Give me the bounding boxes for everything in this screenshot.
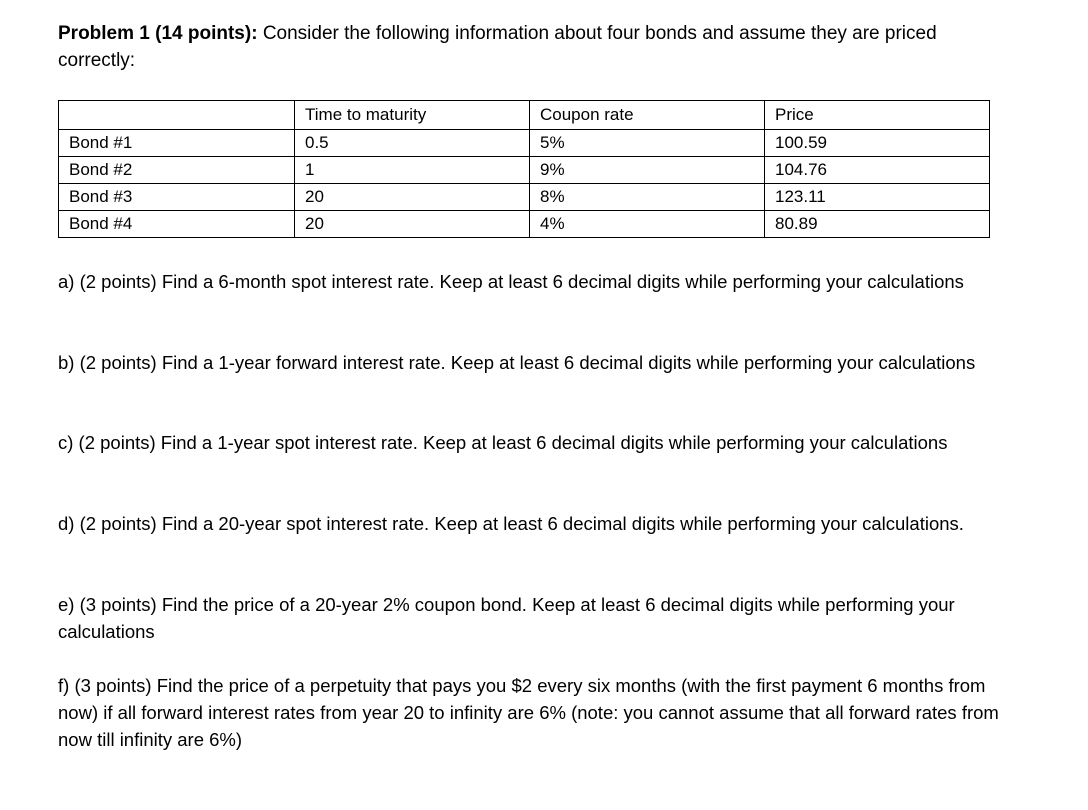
- bond-name-cell: Bond #1: [59, 130, 295, 157]
- maturity-cell: 20: [295, 184, 530, 211]
- problem-heading: Problem 1 (14 points):: [58, 23, 258, 44]
- table-row: [59, 211, 990, 238]
- question-a: a) (2 points) Find a 6-month spot interest rate. Keep at least 6 decimal digits while performing your calculations: [58, 271, 964, 292]
- table-header-row: [59, 101, 990, 130]
- problem-description: Consider the following information about four bonds and assume they are priced correctly:: [58, 23, 937, 71]
- header-cell-empty: [59, 101, 295, 130]
- header-cell-time-to-maturity: Time to maturity: [295, 101, 530, 130]
- bond-name-cell: Bond #4: [59, 211, 295, 238]
- price-cell: 100.59: [765, 130, 990, 157]
- price-cell: 104.76: [765, 157, 990, 184]
- bond-name-cell: Bond #2: [59, 157, 295, 184]
- table-row: [59, 130, 990, 157]
- coupon-cell: 9%: [530, 157, 765, 184]
- question-f: f) (3 points) Find the price of a perpetuity that pays you $2 every six months (with the first payment 6 months from now) if all forward interest rates from year 20 to infinity are 6% (note: you cannot assume that all forward rates from now till infinity are 6%): [58, 675, 999, 750]
- question-e: e) (3 points) Find the price of a 20-year 2% coupon bond. Keep at least 6 decimal digits while performing your calculations: [58, 594, 955, 642]
- price-cell: 123.11: [765, 184, 990, 211]
- maturity-cell: 0.5: [295, 130, 530, 157]
- header-cell-price: Price: [765, 101, 990, 130]
- bond-table: [58, 100, 990, 238]
- question-d: d) (2 points) Find a 20-year spot interest rate. Keep at least 6 decimal digits while performing your calculations.: [58, 513, 964, 534]
- header-cell-coupon-rate: Coupon rate: [530, 101, 765, 130]
- price-cell: 80.89: [765, 211, 990, 238]
- maturity-cell: 1: [295, 157, 530, 184]
- question-b: b) (2 points) Find a 1-year forward interest rate. Keep at least 6 decimal digits while performing your calculations: [58, 352, 976, 373]
- coupon-cell: 5%: [530, 130, 765, 157]
- problem-intro: [58, 20, 958, 74]
- question-c: c) (2 points) Find a 1-year spot interest rate. Keep at least 6 decimal digits while performing your calculations: [58, 432, 948, 453]
- bond-name-cell: Bond #3: [59, 184, 295, 211]
- table-row: [59, 157, 990, 184]
- coupon-cell: 4%: [530, 211, 765, 238]
- table-row: [59, 184, 990, 211]
- maturity-cell: 20: [295, 211, 530, 238]
- coupon-cell: 8%: [530, 184, 765, 211]
